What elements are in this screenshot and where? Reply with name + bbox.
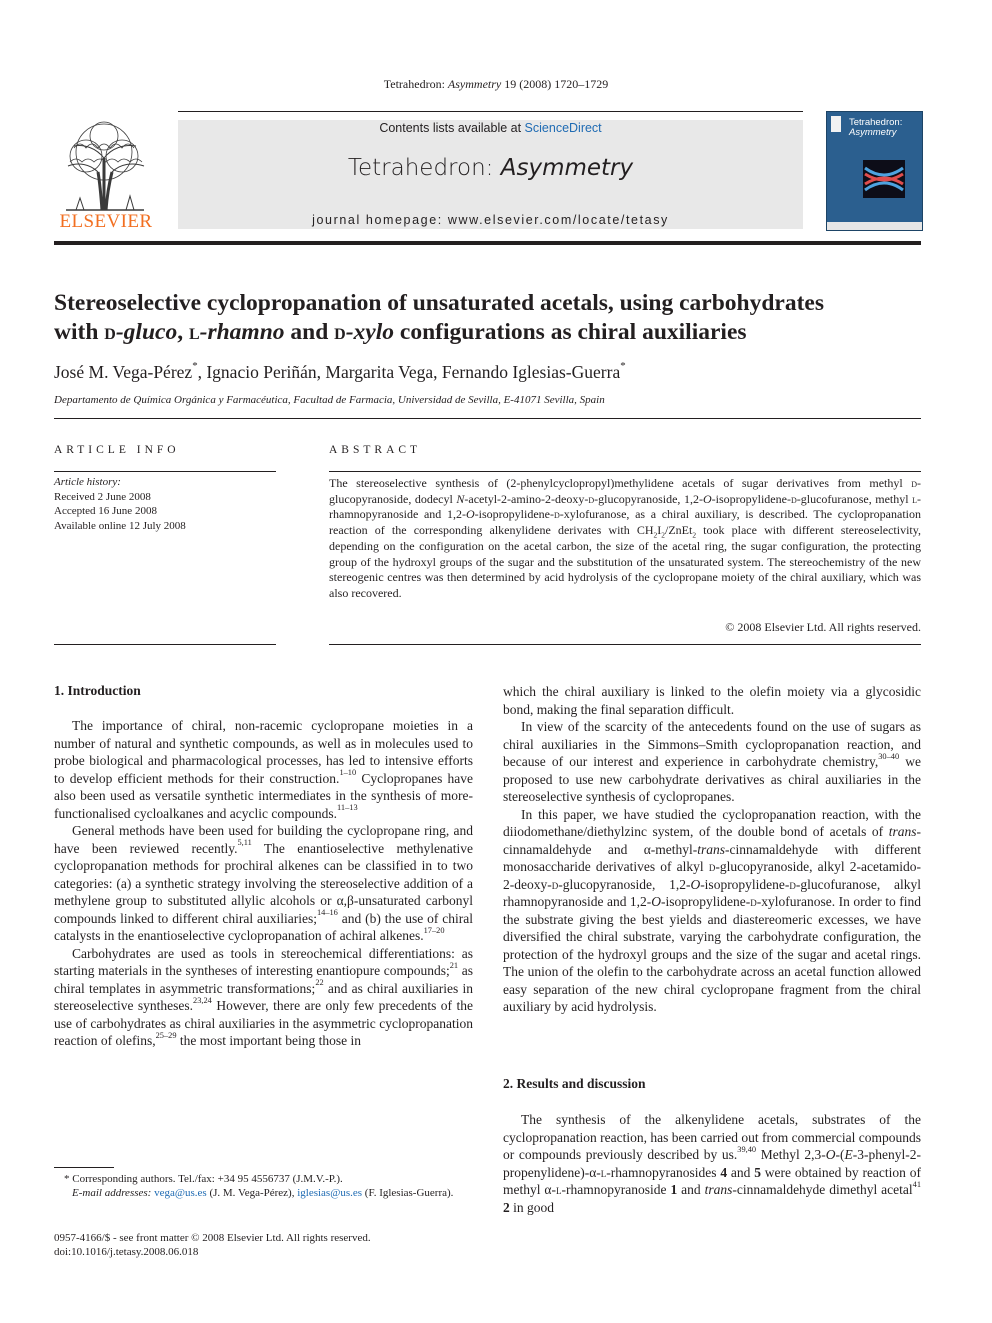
section-heading-introduction: 1. Introduction xyxy=(54,683,141,698)
cover-footer-strip xyxy=(827,222,922,230)
article-info-rule-bottom xyxy=(54,644,276,645)
author-affiliation: Departamento de Química Orgánica y Farmacéutica, Facultad de Farmacia, Universidad de Sevilla, E-41071 Sevilla, Spain xyxy=(54,394,605,406)
author-list: José M. Vega-Pérez*, Ignacio Periñán, Margarita Vega, Fernando Iglesias-Guerra* xyxy=(54,360,626,382)
results-text: The synthesis of the alkenylidene acetals, substrates of the cyclopropanation reaction, has been carried out from commercial compounds or compounds previously described by us.$^{39,40}$ Methyl 2,3-O-(E-3-phenyl-2-propenylidene)-α-l-rhamnopyranosides 4 and 5 were obtained by reaction of methyl α-l-rhamnopyranoside 1 and trans-cinnamaldehyde dimethyl acetal$^{41}$ 2 in good xyxy=(503,1112,922,1215)
journal-citation: Tetrahedron: Asymmetry 19 (2008) 1720–1729 xyxy=(383,77,609,91)
introduction-text-continued: which the chiral auxiliary is linked to the olefin moiety via a glycosidic bond, making the final separation difficult. In view of the scarcity of the antecedents found on the use of sugars as chiral auxiliaries in the Simmons–Smith cyclopropanation reaction, and because of our interest and experience in carbohydrate chemistry,$^{30-40}$ we proposed to use new carbohydrate derivatives as chiral auxiliaries in the stereoselective synthesis of cyclopropanes. In this paper, we have studied the cyclopropanation reaction, with the diiodomethane/diethylzinc system, of the double bond of acetals of trans-cinnamaldehyde and α-methyl-trans-cinnamaldehyde with different monosaccharide derivatives of alkyl d-glucopyranoside, alkyl 2-acetamido-2-deoxy-d-glucopyranoside, 1,2-O-isopropylidene-d-glucofuranose, alkyl rhamnopyranoside and 1,2-O-isopropylidene-d-xylofuranose. In order to find the substrate giving the best yields and diastereomeric excesses, we have diversified the chiral substrate, varying the carbohydrate configuration, the protection of the hydroxyl groups and the size of the sugar and acetal rings. The union of the olefin to the carbohydrate across an acetal function allowed easy separation of the new chiral cyclopropane fragment from the chiral auxiliary by acid hydrolysis. xyxy=(503,684,922,1014)
abstract-heading: ABSTRACT xyxy=(329,444,422,456)
header-thick-rule xyxy=(54,241,921,245)
contents-availability: Contents lists available at ScienceDirect xyxy=(379,121,602,135)
journal-cover-thumbnail xyxy=(826,111,923,231)
issn-doi: 0957-4166/$ - see front matter © 2008 Elsevier Ltd. All rights reserved. doi:10.1016/j.tetasy.2008.06.018 xyxy=(54,1232,371,1259)
journal-title: Tetrahedron: Asymmetry xyxy=(347,155,634,181)
abstract-rule-top xyxy=(329,471,921,472)
article-info-heading: ARTICLE INFO xyxy=(54,444,180,456)
abstract-rule-bottom xyxy=(329,644,921,645)
cover-title: Tetrahedron: Asymmetry xyxy=(849,117,903,138)
article-info-rule-top xyxy=(54,471,276,472)
abstract-text: The stereoselective synthesis of (2-phenylcyclopropyl)methylidene acetals of sugar derivatives from methyl d-glucopyranoside, dodecyl N-acetyl-2-amino-2-deoxy-d-glucopyranoside, 1,2-O-isopropylidene-d-glucofuranose, methyl l-rhamnopyranoside and 1,2-O-isopropylidene-d-xylofuranose, as a chiral auxiliary, is described. The cyclopropanation reaction of the corresponding alkenylidene derivates with $CH_2I_2/ZnEt_2$ took place with different stereoselectivity, depending on the configuration on the acetal carbon, the size of the acetal ring, the sugar configuration, the protecting group of the hydroxyl groups of the sugar and the substitution of the unsaturated system. The stereochemistry of the new stereogenic centres was then determined by acid hydrolysis of the cyclopropane moiety of the chiral auxiliary, which was also recovered. xyxy=(329,476,921,600)
affiliation-rule xyxy=(54,418,921,419)
section-heading-results: 2. Results and discussion xyxy=(503,1076,646,1091)
corresponding-author-footnote: * Corresponding authors. Tel./fax: +34 95 4556737 (J.M.V.-P.). E-mail addresses: vega@us.es (J. M. Vega-Pérez), iglesias@us.es (F. Iglesias-Guerra). xyxy=(64,1173,454,1200)
article-history: Article history: Received 2 June 2008 Accepted 16 June 2008 Available online 12 July 2008 xyxy=(54,476,186,532)
abstract-copyright: © 2008 Elsevier Ltd. All rights reserved. xyxy=(725,620,921,634)
elsevier-wordmark: ELSEVIER xyxy=(59,211,153,232)
cover-image xyxy=(863,160,905,198)
introduction-text: The importance of chiral, non-racemic cyclopropane moieties in a number of natural and synthetic compounds, as well as in molecules used to probe biological and pharmacological processes, has led to intensive efforts to develop efficient methods for their construction.$^{1-10}$ Cyclopropanes have also been used as versatile synthetic intermediates in the synthesis of more-functionalised cycloalkanes and acyclic compounds.$^{11-13}$ General methods have been used for building the cyclopropane ring, and have been reviewed recently.$^{5,11}$ The enantioselective methylenative cyclopropanation methods for prochiral alkenes can be classified in to two categories: (a) a synthetic strategy involving the stereoselective addition of a methylene group to substituted allylic alcohols or α,β-unsaturated carbonyl compounds linked to different chiral auxiliaries;$^{14-16}$ and (b) the use of chiral catalysts in the enantioselective cyclopropanation of achiral alkenes.$^{17-20}$ Carbohydrates are used as tools in stereochemical differentiations: as starting materials in the syntheses of interesting enantiopure compounds;$^{21}$ as chiral templates in asymmetric transformations;$^{22}$ and as chiral auxiliaries in stereoselective syntheses.$^{23,24}$ However, there are only few precedents of the use of carbohydrates as chiral auxiliaries in the asymmetric cyclopropanation reaction of olefins,$^{25-29}$ the most important being those in xyxy=(54,718,474,1048)
sciencedirect-link[interactable]: ScienceDirect xyxy=(524,121,602,135)
article-title: Stereoselective cyclopropanation of unsaturated acetals, using carbohydrates with d-gluco, l-rhamno and d-xylo configurations as chiral auxiliaries xyxy=(54,290,825,345)
journal-homepage[interactable]: journal homepage: www.elsevier.com/locate/tetasy xyxy=(312,213,669,227)
footnote-rule xyxy=(54,1167,114,1168)
header-top-rule xyxy=(178,111,803,112)
cover-logo-mark xyxy=(831,116,841,132)
email-link-vega[interactable]: vega@us.es xyxy=(154,1187,207,1200)
email-link-iglesias[interactable]: iglesias@us.es xyxy=(297,1187,363,1200)
